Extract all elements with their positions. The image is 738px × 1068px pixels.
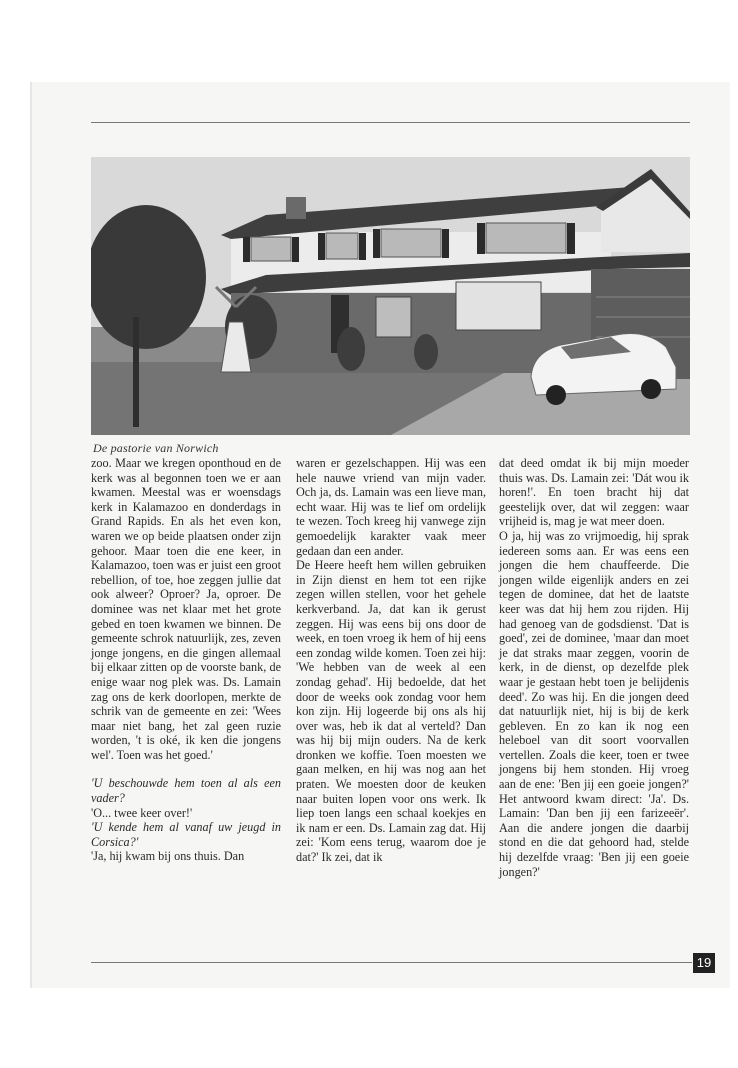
paragraph: waren er gezelschappen. Hij was een hele nauwe vriend van mijn vader. Och ja, ds. Lamain was een lieve man, echt waar. Hij was te lief om ordelijk te wezen. Toch kreeg hij vanwege zijn gemoedelijk karakter vaak meer gedaan dan een ander. <box>296 456 486 558</box>
paragraph: dat deed omdat ik bij mijn moeder thuis was. Ds. Lamain zei: 'Dát wou ik horen!'. En toen bracht hij dat geestelijk over, dat wil zeggen: waar vrijheid is, mag je wat meer doen. <box>499 456 689 529</box>
text-column-1 <box>91 456 281 864</box>
page-number: 19 <box>693 953 715 973</box>
interview-question: 'U beschouwde hem toen al als een vader? <box>91 776 281 806</box>
top-rule <box>91 122 690 123</box>
paragraph: O ja, hij was zo vrijmoedig, hij sprak iedereen soms aan. Er was eens een jongen die hem chauffeerde. Die jongen wilde eigenlijk anders en zei tegen de dominee, dat het de laatste keer was dat hij hem zou rijden. Hij had genoeg van de godsdienst. 'Dat is goed', zei de dominee, 'maar dan moet je dat straks maar zeggen, voorin de kerk, in de dienst, op dezelfde plek waar je gestaan hebt toen je belijdenis deed'. Zo was hij. En die jongen deed dat natuurlijk niet, hij is bij de kerk gebleven. En zo kan ik nog een heleboel van dit soort voorvallen vertellen. Zoals die keer, toen er twee jongens bij hem stonden. Hij vroeg aan de ene: 'Ben jij een goeie jongen?' Het antwoord kwam direct: 'Ja'. Ds. Lamain: 'Dan ben jij een farizeeër'. Aan die andere jongen die daarbij stond en die dat gehoord had, stelde hij dezelfde vraag: 'Ben jij een goeie jongen?' <box>499 528 689 879</box>
paragraph: zoo. Maar we kregen oponthoud en de kerk was al begonnen toen we er aan kwamen. Meestal was er woensdags kerk in Kalamazoo en donderdags in Grand Rapids. En als het even kon, waren we op beide plaatsen onder zijn gehoor. Maar toen die ene keer, in Kalamazoo, toen was er juist een groot rebellion, of toe, hoe zeggen jullie dat ook alweer? Oproer? Ja, oproer. De dominee was net klaar met het grote gebed en toen kwamen we binnen. De gemeente schrok natuurlijk, zes, zeven jonge jongens, en die gingen allemaal bij elkaar zitten op de voorste bank, de enige waar nog plek was. Ds. Lamain zag ons de kerk doorlopen, merkte de schrik van de gemeente en zei: 'Wees maar niet bang, het zal geen ruzie worden, 't is oké, ik ken die jongens wel'. Toen was het goed.' <box>91 456 281 762</box>
house-photo <box>91 157 690 435</box>
bottom-rule <box>91 962 692 963</box>
tree <box>91 205 206 349</box>
bay-window <box>456 282 541 330</box>
front-window <box>376 297 411 337</box>
shrub <box>337 327 365 371</box>
shrub <box>414 334 438 370</box>
paragraph: De Heere heeft hem willen gebruiken in Zijn dienst en hem tot een rijke zegen willen stellen, voor het gehele kerkverband. Ja, dat kan ik gerust zeggen. Hij was eens bij ons door de week, en toen vroeg ik hem of hij eens een zondag wilde komen. Toen zei hij: 'We hebben van de week al een zondag gehad'. Hij bedoelde, dat het door de weeks ook zondag voor hem kon zijn. Hij logeerde bij ons als hij over was, heb ik dat al verteld? Dan was hij bij mijn ouders. Na de kerk dronken we koffie. Toen moesten we gaan melken, en hij was nog aan het praten. We moesten door de keuken naar buiten lopen voor ons werk. Ik liep toen langs een schaal koekjes en ik nam er een. Ds. Lamain zag dat. Hij zei: 'Kom eens terug, waarom doe je dat?' Ik zei, dat ik <box>296 558 486 865</box>
paragraph: 'O... twee keer over!' <box>91 805 193 820</box>
chimney <box>286 197 306 219</box>
text-column-2 <box>296 456 486 865</box>
photo-caption: De pastorie van Norwich <box>93 441 219 455</box>
interview-question: 'U kende hem al vanaf uw jeugd in Corsica?' <box>91 820 281 849</box>
tree-trunk <box>133 317 139 427</box>
text-column-3 <box>499 456 689 879</box>
paragraph: 'Ja, hij kwam bij ons thuis. Dan <box>91 849 245 864</box>
